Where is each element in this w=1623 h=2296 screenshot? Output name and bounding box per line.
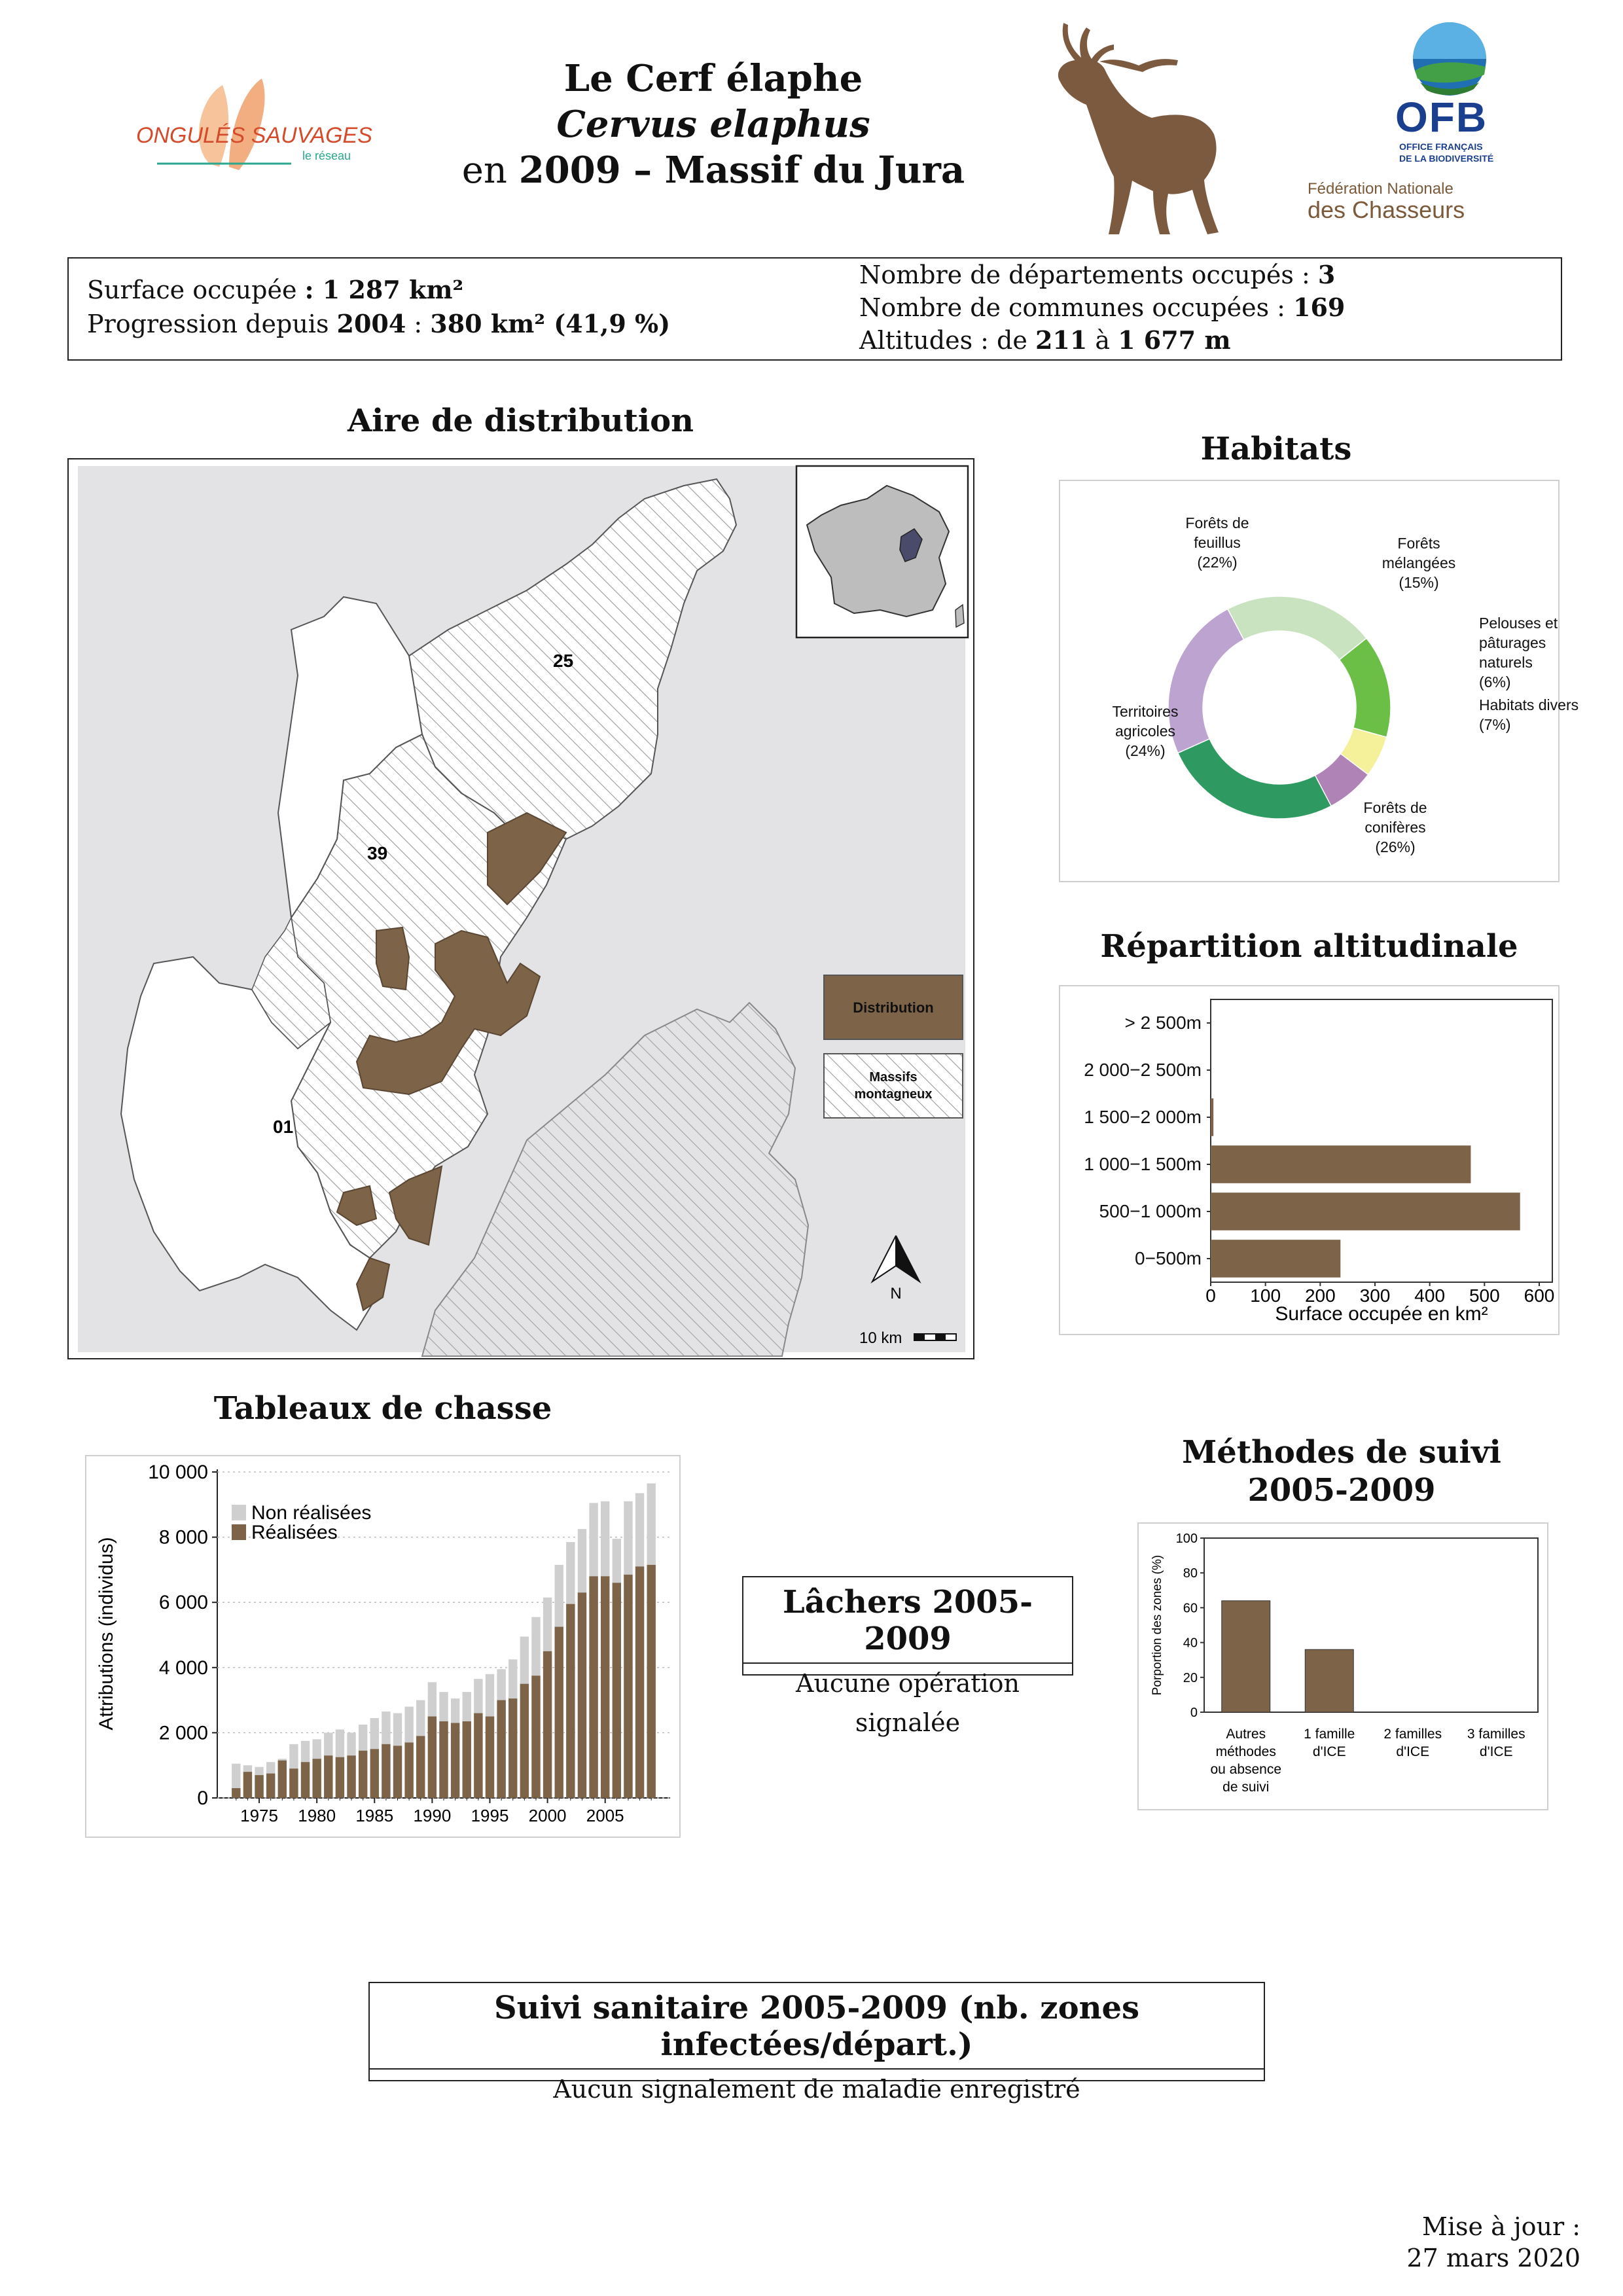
legend-massifs-label-1: Massifs — [869, 1070, 918, 1085]
habitat-label: (22%) — [1197, 554, 1238, 571]
map-svg — [69, 459, 973, 1358]
page-title — [393, 56, 1034, 194]
hunting-bar-realisees — [324, 1755, 332, 1798]
altitude-tick-label: 2 000−2 500m — [1084, 1060, 1202, 1080]
methodes-y-tick: 40 — [1183, 1636, 1198, 1651]
hunting-x-tick: 2000 — [528, 1806, 567, 1825]
hunting-bar-realisees — [278, 1761, 287, 1798]
ofb-globe-icon — [1387, 20, 1518, 98]
altitude-x-tick: 300 — [1359, 1285, 1391, 1306]
progression-label: Progression depuis — [87, 310, 337, 338]
scale-bar — [914, 1334, 956, 1340]
surface-value: : 1 287 km² — [304, 275, 464, 304]
surface-line — [87, 273, 670, 307]
hunting-bar-realisees — [393, 1746, 402, 1798]
methodes-x-label: Autres — [1226, 1727, 1266, 1742]
hunting-y-tick: 4 000 — [158, 1657, 208, 1679]
habitat-label: (15%) — [1399, 574, 1439, 591]
habitat-slice — [1228, 596, 1366, 660]
altitude-tick-label: 500−1 000m — [1099, 1201, 1202, 1221]
altitude-x-tick: 500 — [1469, 1285, 1500, 1306]
habitat-slice — [1178, 739, 1331, 819]
habitat-label: Territoires — [1112, 703, 1179, 720]
hunting-y-tick: 8 000 — [158, 1526, 208, 1549]
lachers-box — [742, 1576, 1073, 1737]
map-inset-france — [796, 466, 968, 637]
lachers-title: Lâchers 2005-2009 — [743, 1577, 1072, 1664]
hunting-bar-realisees — [589, 1576, 597, 1798]
altitude-x-tick: 600 — [1524, 1285, 1555, 1306]
habitat-label: (24%) — [1125, 742, 1166, 759]
footer-update — [1309, 2211, 1580, 2274]
habitat-label: mélangées — [1382, 554, 1456, 571]
hunting-bar-realisees — [382, 1744, 390, 1798]
map-title: Aire de distribution — [347, 403, 694, 439]
methodes-x-label: d'ICE — [1312, 1744, 1346, 1759]
hunting-bar-realisees — [543, 1651, 552, 1798]
hunting-bar-realisees — [474, 1713, 482, 1798]
habitat-label: naturels — [1479, 654, 1533, 671]
altitudes-mid: à — [1087, 326, 1118, 355]
lachers-text: Aucune opération signalée — [796, 1669, 1020, 1737]
title-year: 2009 — [518, 149, 621, 192]
depts-value: 3 — [1317, 260, 1336, 289]
methodes-x-label: 1 famille — [1304, 1727, 1355, 1742]
hunting-panel — [85, 1455, 681, 1838]
logo-ofb-text: OFB — [1395, 94, 1488, 141]
altitude-tick-label: 1 000−1 500m — [1084, 1154, 1202, 1174]
habitat-label: (26%) — [1375, 838, 1416, 855]
altitude-tick-label: > 2 500m — [1124, 1013, 1202, 1033]
habitat-label: agricoles — [1115, 723, 1176, 740]
communes-line — [859, 291, 1345, 324]
hunting-y-tick: 6 000 — [158, 1592, 208, 1614]
hunting-x-tick: 1990 — [413, 1806, 452, 1825]
footer-update-date: 27 mars 2020 — [1406, 2244, 1580, 2272]
legend-distribution-label: Distribution — [853, 999, 934, 1016]
methodes-y-tick: 60 — [1183, 1601, 1198, 1616]
depts-label: Nombre de départements occupés : — [859, 260, 1318, 289]
habitat-label: Forêts de — [1363, 799, 1427, 816]
altitude-x-tick: 400 — [1414, 1285, 1446, 1306]
hunting-bar-realisees — [463, 1721, 471, 1798]
methodes-x-label: méthodes — [1215, 1744, 1276, 1759]
altitude-x-tick: 0 — [1205, 1285, 1216, 1306]
methodes-bar — [1222, 1601, 1270, 1712]
habitats-title: Habitats — [1200, 431, 1352, 467]
hunting-bar-realisees — [508, 1698, 517, 1798]
methodes-x-label: d'ICE — [1396, 1744, 1430, 1759]
legend-massifs-swatch — [824, 1054, 963, 1118]
map-label-25: 25 — [553, 651, 574, 671]
methodes-x-label: 2 familles — [1383, 1727, 1442, 1742]
methodes-bar-chart — [1139, 1524, 1547, 1809]
hunting-legend-swatch — [232, 1505, 246, 1520]
surface-label: Surface occupée — [87, 276, 305, 304]
methodes-x-label: d'ICE — [1479, 1744, 1513, 1759]
altitude-x-tick: 100 — [1250, 1285, 1281, 1306]
hunting-bar-realisees — [439, 1721, 448, 1798]
logo-ongules-sauvages — [131, 72, 372, 177]
habitat-label: conifères — [1364, 819, 1426, 836]
logo-ofb-sub1: OFFICE FRANÇAIS — [1399, 141, 1483, 152]
progression-sep: : — [406, 310, 431, 338]
altitudes-line — [859, 324, 1345, 357]
methodes-bar — [1305, 1649, 1353, 1712]
distribution-map — [67, 458, 974, 1359]
footer-update-label: Mise à jour : — [1421, 2212, 1580, 2241]
altitude-panel — [1059, 985, 1560, 1335]
hunting-y-tick: 2 000 — [158, 1722, 208, 1744]
methodes-x-label: ou absence — [1210, 1762, 1282, 1777]
hunting-x-tick: 1980 — [298, 1806, 336, 1825]
hunting-legend-label: Réalisées — [251, 1522, 338, 1543]
depts-line — [859, 259, 1345, 291]
hunting-bar-realisees — [347, 1755, 355, 1798]
altitude-bar — [1211, 1240, 1340, 1278]
hunting-bar-realisees — [289, 1768, 298, 1798]
hunting-bar-realisees — [647, 1565, 655, 1798]
logo-fnc — [1308, 180, 1530, 226]
altitude-x-tick: 200 — [1304, 1285, 1336, 1306]
hunting-bar-realisees — [359, 1751, 367, 1798]
altitude-tick-label: 0−500m — [1135, 1248, 1202, 1268]
hunting-bar-realisees — [613, 1583, 621, 1798]
hunting-bar-realisees — [416, 1736, 425, 1798]
title-year-line — [393, 147, 1034, 194]
methodes-y-tick: 20 — [1183, 1670, 1198, 1685]
scale-label: 10 km — [859, 1329, 902, 1347]
habitats-panel — [1059, 480, 1579, 882]
title-pre: en — [461, 149, 519, 192]
progression-line — [87, 307, 670, 341]
habitat-label: feuillus — [1194, 534, 1241, 551]
altitude-bar — [1211, 1193, 1520, 1230]
methodes-title — [1139, 1433, 1544, 1509]
map-label-39: 39 — [367, 843, 388, 863]
hunting-title: Tableaux de chasse — [213, 1390, 552, 1427]
progression-value: 380 km² (41,9 %) — [430, 309, 671, 338]
hunting-bar-realisees — [566, 1604, 575, 1798]
map-label-01: 01 — [273, 1117, 294, 1137]
altitude-plot-area — [1211, 999, 1552, 1282]
altitude-bar-chart — [1060, 986, 1558, 1334]
logo-ongules-text: ONGULÉS SAUVAGES — [136, 123, 372, 148]
legend-massifs-label-2: montagneux — [854, 1087, 933, 1102]
title-common-name: Le Cerf élaphe — [563, 57, 863, 100]
logo-ofb-sub2: DE LA BIODIVERSITÉ — [1399, 153, 1494, 164]
habitats-donut-chart — [1060, 481, 1579, 881]
hunting-bar-realisees — [635, 1566, 644, 1798]
hunting-legend-swatch — [232, 1524, 246, 1540]
hunting-x-tick: 1995 — [471, 1806, 509, 1825]
hunting-bar-realisees — [520, 1684, 529, 1798]
title-latin-name: Cervus elaphus — [556, 103, 870, 146]
altitude-title: Répartition altitudinale — [1100, 928, 1518, 965]
hunting-legend-label: Non réalisées — [251, 1502, 372, 1524]
habitat-slice — [1168, 609, 1244, 753]
progression-year: 2004 — [336, 309, 406, 338]
hunting-bar-realisees — [232, 1788, 240, 1798]
altitude-min: 211 — [1035, 325, 1088, 355]
altitude-tick-label: 1 500−2 000m — [1084, 1107, 1202, 1127]
habitat-label: Forêts de — [1185, 514, 1249, 531]
methodes-panel — [1137, 1522, 1548, 1810]
hunting-x-tick: 2005 — [586, 1806, 624, 1825]
title-massif: – Massif du Jura — [620, 149, 965, 192]
methodes-x-label: de suivi — [1222, 1780, 1270, 1795]
hunting-x-tick: 1975 — [240, 1806, 278, 1825]
methodes-y-label: Porportion des zones (%) — [1150, 1554, 1164, 1696]
logo-fnc-line1: Fédération Nationale — [1308, 180, 1454, 198]
hunting-bar-realisees — [301, 1762, 310, 1798]
hunting-bar-realisees — [451, 1723, 459, 1798]
methodes-y-tick: 0 — [1190, 1706, 1198, 1720]
hunting-bar-realisees — [428, 1717, 437, 1799]
altitude-max: 1 677 m — [1118, 325, 1231, 355]
sanitaire-title: Suivi sanitaire 2005-2009 (nb. zones infectées/départ.) — [370, 1983, 1264, 2070]
methodes-title-line2: 2005-2009 — [1247, 1472, 1436, 1509]
logo-fnc-line2: des Chasseurs — [1308, 196, 1465, 223]
habitat-slice — [1340, 638, 1391, 737]
logo-ongules-subtext: le réseau — [302, 149, 351, 162]
altitude-bar — [1211, 1098, 1213, 1136]
methodes-y-tick: 80 — [1183, 1566, 1198, 1581]
hunting-bar-realisees — [531, 1676, 540, 1798]
north-label: N — [890, 1285, 902, 1302]
logo-ofb — [1387, 20, 1518, 170]
hunting-bar-realisees — [255, 1775, 263, 1798]
habitat-label: (6%) — [1479, 673, 1511, 691]
hunting-bar-realisees — [578, 1592, 586, 1798]
habitat-label: Forêts — [1397, 535, 1440, 552]
hunting-bar-realisees — [312, 1759, 321, 1798]
hunting-bar-realisees — [497, 1700, 505, 1798]
methodes-y-tick: 100 — [1175, 1532, 1198, 1546]
altitude-bar — [1211, 1145, 1471, 1183]
sanitaire-box — [368, 1982, 1265, 2104]
summary-box — [67, 257, 1562, 361]
methodes-title-line1: Méthodes de suivi — [1182, 1434, 1501, 1471]
methodes-x-label: 3 familles — [1467, 1727, 1525, 1742]
hunting-bar-realisees — [404, 1742, 413, 1798]
communes-label: Nombre de communes occupées : — [859, 293, 1294, 322]
hunting-bar-realisees — [601, 1576, 609, 1798]
deer-silhouette-icon — [1041, 20, 1230, 236]
hunting-y-tick: 10 000 — [148, 1462, 208, 1483]
hunting-bar-realisees — [486, 1717, 494, 1799]
hunting-bar-realisees — [336, 1757, 344, 1798]
habitat-label: Habitats divers — [1479, 696, 1579, 713]
habitat-label: Pelouses et — [1479, 615, 1558, 632]
hunting-bar-realisees — [243, 1772, 252, 1798]
habitat-label: (7%) — [1479, 716, 1511, 733]
hunting-y-tick: 0 — [197, 1787, 208, 1809]
communes-value: 169 — [1293, 293, 1346, 322]
habitat-label: pâturages — [1479, 634, 1546, 651]
hunting-bar-chart — [86, 1456, 679, 1837]
hunting-y-label: Attributions (individus) — [96, 1537, 117, 1731]
hunting-bar-realisees — [370, 1749, 379, 1798]
sanitaire-text: Aucun signalement de maladie enregistré — [553, 2075, 1080, 2104]
hunting-bar-realisees — [555, 1627, 563, 1798]
hunting-bar-realisees — [266, 1774, 275, 1798]
altitude-x-label: Surface occupée en km² — [1275, 1303, 1488, 1325]
hunting-bar-realisees — [624, 1575, 632, 1798]
hunting-x-tick: 1985 — [355, 1806, 394, 1825]
altitudes-label: Altitudes : de — [859, 326, 1035, 355]
